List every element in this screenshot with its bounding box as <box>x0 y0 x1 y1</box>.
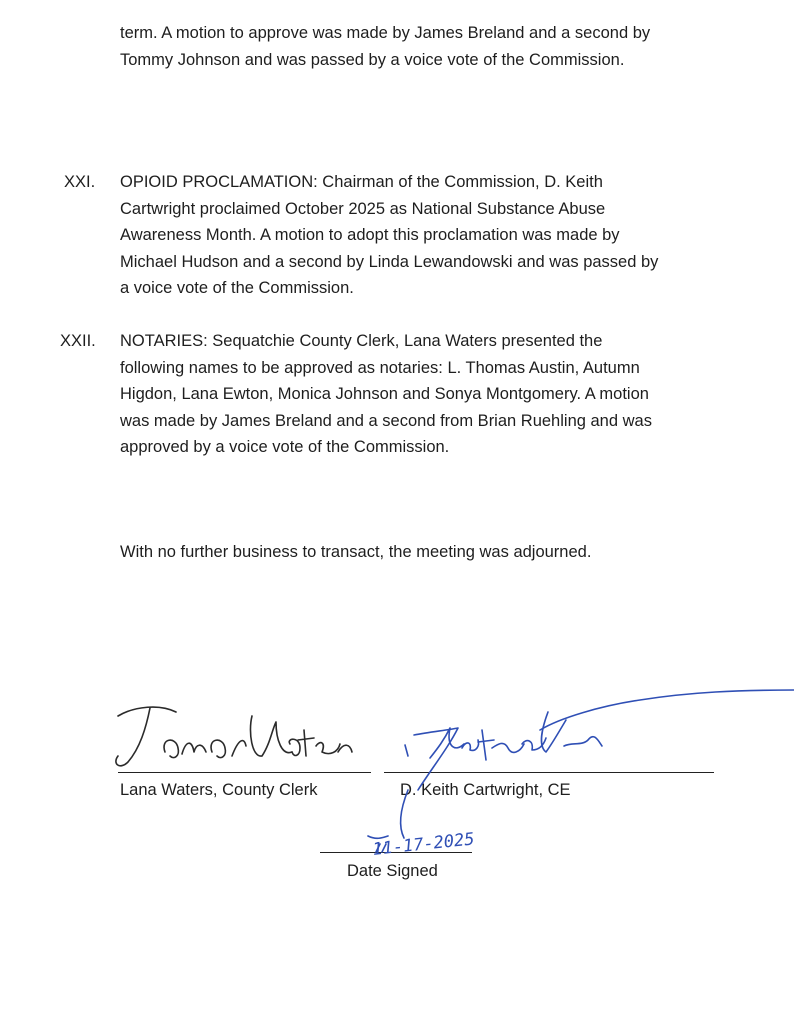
item-numeral-xxii: XXII. <box>60 332 96 350</box>
clerk-caption: Lana Waters, County Clerk <box>120 781 318 799</box>
item-text-opioid-proclamation: OPIOID PROCLAMATION: Chairman of the Commission, D. Keith Cartwright proclaimed October 2025 as National Substance Abuse Awareness Month. A motion to adopt this proclamation was made by Michael Hudson and a second by Linda Lewandowski and was passed by a voice vote of the Commission. <box>120 173 659 297</box>
executive-caption: D. Keith Cartwright, CE <box>400 781 571 799</box>
handwritten-date: 11-17-2025 <box>371 829 476 860</box>
item-text-notaries: NOTARIES: Sequatchie County Clerk, Lana Waters presented the following names to be approved as notaries: L. Thomas Austin, Autumn Higdon, Lana Ewton, Monica Johnson and Sonya Montgomery. A motion was made by James Breland and a second from Brian Ruehling and was approved by a voice vote of the Commission. <box>120 332 652 456</box>
item-numeral-xxi: XXI. <box>64 173 96 191</box>
date-caption: Date Signed <box>347 862 438 880</box>
continuation-paragraph: term. A motion to approve was made by James Breland and a second by Tommy Johnson and was passed by a voice vote of the Commission. <box>120 24 651 69</box>
closing-sentence: With no further business to transact, the meeting was adjourned. <box>120 543 592 561</box>
